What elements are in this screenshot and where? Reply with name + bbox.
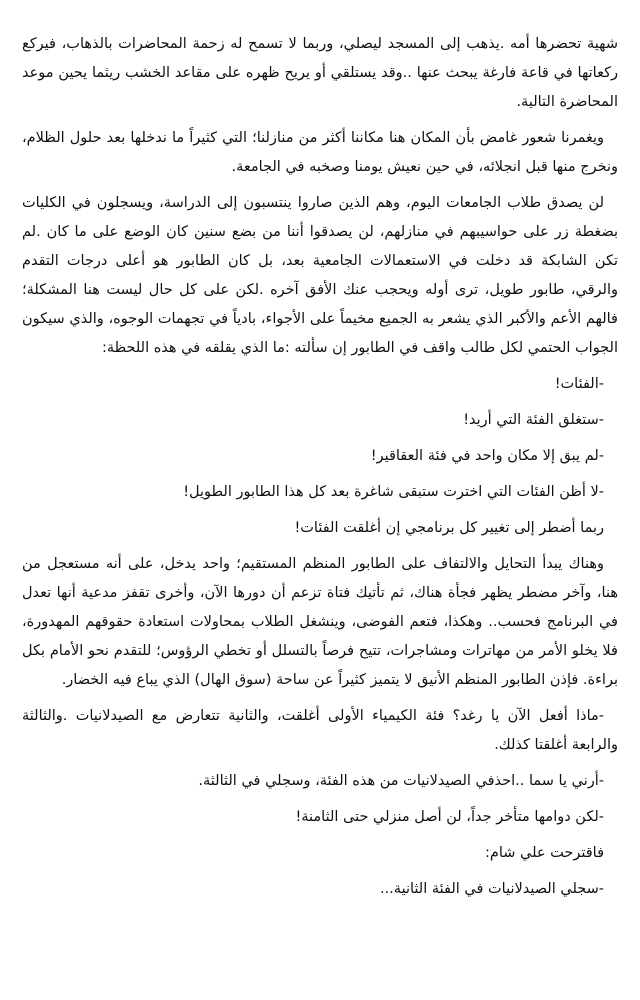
paragraph-5: -ماذا أفعل الآن يا رغد؟ فئة الكيمياء الأولى أغلقت، والثانية تتعارض مع الصيدلانيات .والثالثة والرابعة أغلقتا كذلك. <box>22 708 618 753</box>
paragraph-2: ويغمرنا شعور غامض بأن المكان هنا مكاننا أكثر من منازلنا؛ التي كثيراً ما ندخلها بعد حلول الظلام، ونخرج منها قبل انجلائه، في حين نعيش يومنا وصخبه في الجامعة. <box>22 130 618 175</box>
dialog-line-4: -لا أظن الفئات التي اخترت ستبقى شاغرة بعد كل هذا الطابور الطويل! <box>183 484 604 500</box>
dialog-line-9: -سجلي الصيدلانيات في الفئة الثانية... <box>379 881 604 897</box>
paragraph-3: لن يصدق طلاب الجامعات اليوم، وهم الذين صاروا ينتسبون إلى الدراسة، ويسجلون في الكليات بضغطة زر على حواسيبهم في منازلهم، لن يصدقوا أننا من بضع سنين كان الوضع على ما كان .لم تكن الشابكة قد دخلت في الاستعمالات الجامعية بعد، بل كان الطابور هو أعلى درجات التقدم والرقي، طابور طويل، ترى أوله ويحجب عنك الأفق آخره .لكن على كل حال ليست هنا المشكلة؛ فالهم الأعم والأكبر الذي يشعر به الجميع مخيماً على الأجواء، بادياً في تجهمات الوجوه، والذي سيكون الجواب الحتمي لكل طالب واقف في الطابور إن سألته :ما الذي يقلقه في هذه اللحظة: <box>22 195 618 356</box>
dialog-line-1: -الفئات! <box>554 376 604 392</box>
dialog-line-5: ربما أضطر إلى تغيير كل برنامجي إن أغلقت الفئات! <box>294 520 604 536</box>
dialog-line-2: -ستغلق الفئة التي أريد! <box>463 412 604 428</box>
paragraph-4: وهناك يبدأ التحايل والالتفاف على الطابور المنظم المستقيم؛ واحد يدخل، على أنه مستعجل من هنا، وآخر مضطر يظهر فجأة هناك، ثم تأتيك فتاة تزعم أن دورها الآن، وأخرى تقفز مدعية أنها تعدل في البرنامج فحسب.. وهكذا، فتعم الفوضى، وينشغل الطلاب بمحاولات استعادة حقوقهم المهدورة، فلا يخلو الأمر من مهاترات ومشاجرات، تتيح فرصاً بالتسلل أو تخطي الرؤوس؛ للتقدم نحو الأمام بكل براءة. فإذن الطابور المنظم الأنيق لا يتميز كثيراً عن ساحة (سوق الهال) الذي يباع فيه الخضار. <box>22 556 618 688</box>
dialog-line-3: -لم يبق إلا مكان واحد في فئة العقاقير! <box>370 448 604 464</box>
dialog-line-8: فاقترحت علي شام: <box>484 845 604 861</box>
paragraph-1: شهية تحضرها أمه .يذهب إلى المسجد ليصلي، وربما لا تسمح له زحمة المحاضرات بالذهاب، فيركع ركعاتها في قاعة فارغة يبحث عنها ..وقد يستلقي أو يريح ظهره على مقاعد الخشب ريثما يحين موعد المحاضرة التالية. <box>22 36 618 110</box>
dialog-line-6: -أرني يا سما ..احذفي الصيدلانيات من هذه الفئة، وسجلي في الثالثة. <box>198 773 604 789</box>
dialog-line-7: -لكن دوامها متأخر جداً، لن أصل منزلي حتى الثامنة! <box>295 809 604 825</box>
